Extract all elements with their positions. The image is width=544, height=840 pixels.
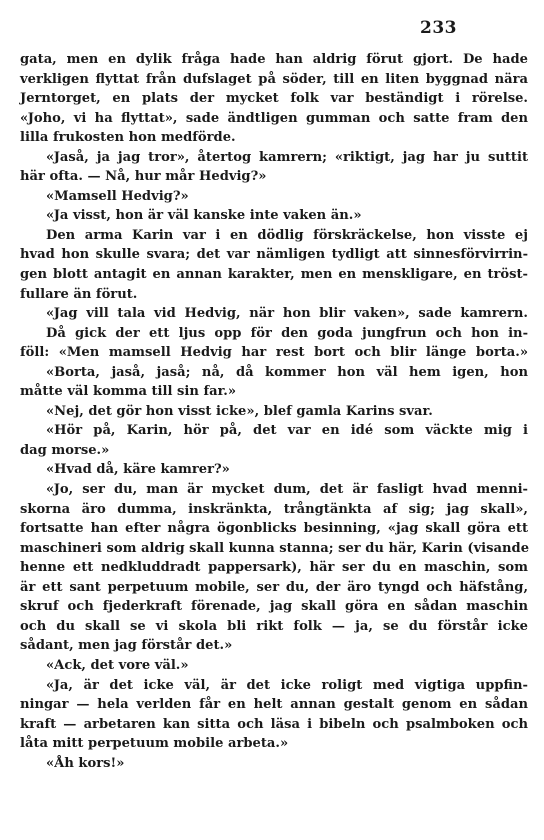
text-line: fullare än förut. [20,286,138,302]
text-line: kraft — arbetaren kan sitta och läsa i bibeln och psalmboken och [20,716,528,732]
text-line: gen blott antagit en annan karakter, men en menskligare, en tröst- [20,267,528,283]
text-line: maschineri som aldrig skall kunna stanna; ser du här, Karin (visande [20,540,530,556]
text-line: «Hvad då, käre kamrer?» [46,462,230,478]
text-line: «Ack, det vore väl.» [46,657,189,673]
text-line: verkligen flyttat från dufslaget på söder, till en liten byggnad nära [20,71,528,87]
text-line: föll: «Men mamsell Hedvig har rest bort och blir länge borta.» [20,345,528,361]
text-line: låta mitt perpetuum mobile arbeta.» [20,736,289,752]
body-text [20,50,528,773]
text-line: här ofta. — Nå, hur mår Hedvig?» [20,169,267,185]
text-line: «Jag vill tala vid Hedvig, när hon blir vaken», sade kamrern. [46,306,528,322]
text-line: henne ett nedkluddradt pappersark), här ser du en maschin, som [20,560,528,576]
text-line: skruf och fjederkraft förenade, jag skall göra en sådan maschin [20,599,528,615]
text-line: Jerntorget, en plats der mycket folk var beständigt i rörelse. [20,91,528,107]
text-line: «Jo, ser du, man är mycket dum, det är fasligt hvad menni- [46,482,528,498]
text-line: gata, men en dylik fråga hade han aldrig förut gjort. De hade [20,52,528,67]
text-line: Då gick der ett ljus opp för den goda jungfrun och hon in- [46,325,528,341]
text-line: fortsatte han efter några ögonblicks besinning, «jag skall göra ett [20,521,528,537]
page-number: 233 [420,18,457,38]
text-line: «Jaså, ja jag tror», återtog kamrern; «riktigt, jag har ju suttit [46,149,528,165]
text-line: är ett sant perpetuum mobile, ser du, der äro tyngd och häfstång, [20,579,528,595]
text-line: «Borta, jaså, jaså; nå, då kommer hon väl hem igen, hon [46,364,528,380]
text-line: «Ja, är det icke väl, är det icke roligt med vigtiga uppfin- [46,677,528,693]
text-line: «Mamsell Hedvig?» [46,188,189,204]
text-line: måtte väl komma till sin far.» [20,384,237,400]
text-line: ningar — hela verlden får en helt annan gestalt genom en sådan [20,697,528,713]
text-line: och du skall se vi skola bli rikt folk — ja, se du förstår icke [20,618,528,634]
text-line: «Ja visst, hon är väl kanske inte vaken än.» [46,208,362,224]
text-line: «Hör på, Karin, hör på, det var en idé som väckte mig i [46,423,528,439]
text-line: Den arma Karin var i en dödlig förskräckelse, hon visste ej [46,227,528,243]
text-line: skorna äro dumma, inskränkta, trångtänkta af sig; jag skall», [20,501,528,517]
text-line: lilla frukosten hon medförde. [20,130,236,146]
text-line: «Åh kors!» [46,755,125,771]
text-line: dag morse.» [20,442,110,458]
text-line: «Nej, det gör hon visst icke», blef gamla Karins svar. [46,403,433,419]
text-line: «Joho, vi ha flyttat», sade ändtligen gumman och satte fram den [20,110,528,126]
text-line: hvad hon skulle svara; det var nämligen tydligt att sinnesförvirrin- [20,247,528,263]
text-line: sådant, men jag förstår det.» [20,638,233,654]
